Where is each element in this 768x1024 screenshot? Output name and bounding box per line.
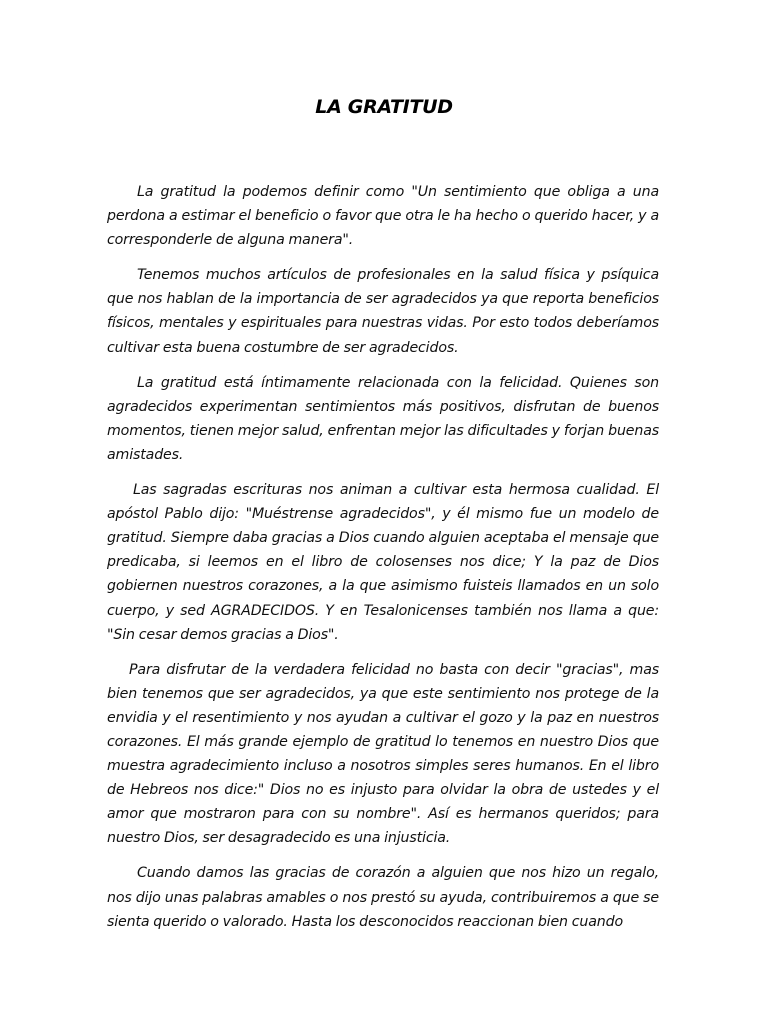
document-title: LA GRATITUD bbox=[315, 96, 453, 118]
paragraph: Cuando damos las gracias de corazón a alguien que nos hizo un regalo, nos dijo unas palabras amables o nos prestó su ayuda, contribuiremos a que se sienta querido o valorado. Hasta los desconocidos reaccionan bien cuando bbox=[107, 865, 659, 930]
paragraph: Para disfrutar de la verdadera felicidad no basta con decir "gracias", mas bien tenemos que ser agradecidos, ya que este sentimiento nos protege de la envidia y el resentimiento y nos ayudan a cultivar el gozo y la paz en nuestros corazones. El más grande ejemplo de gratitud lo tenemos en nuestro Dios que muestra agradecimiento incluso a nosotros simples seres humanos. En el libro de Hebreos nos dice:" Dios no es injusto para olvidar la obra de ustedes y el amor que mostraron para con su nombre". Así es hermanos queridos; para nuestro Dios, ser desagradecido es una injusticia. bbox=[107, 661, 659, 847]
document-body bbox=[107, 180, 659, 945]
paragraph: La gratitud la podemos definir como "Un sentimiento que obliga a una perdona a estimar el beneficio o favor que otra le ha hecho o querido hacer, y a corresponderle de alguna manera". bbox=[107, 184, 659, 249]
paragraph: La gratitud está íntimamente relacionada con la felicidad. Quienes son agradecidos experimentan sentimientos más positivos, disfrutan de buenos momentos, tienen mejor salud, enfrentan mejor las dificultades y forjan buenas amistades. bbox=[107, 374, 659, 463]
paragraph: Las sagradas escrituras nos animan a cultivar esta hermosa cualidad. El apóstol Pablo dijo: "Muéstrense agradecidos", y él mismo fue un modelo de gratitud. Siempre daba gracias a Dios cuando alguien aceptaba el mensaje que predicaba, si leemos en el libro de colosenses nos dice; Y la paz de Dios gobiernen nuestros corazones, a la que asimismo fuisteis llamados en un solo cuerpo, y sed AGRADECIDOS. Y en Tesalonicenses también nos llama a que: "Sin cesar demos gracias a Dios". bbox=[107, 482, 659, 643]
paragraph: Tenemos muchos artículos de profesionales en la salud física y psíquica que nos hablan de la importancia de ser agradecidos ya que reporta beneficios físicos, mentales y espirituales para nuestras vidas. Por esto todos deberíamos cultivar esta buena costumbre de ser agradecidos. bbox=[107, 267, 659, 356]
